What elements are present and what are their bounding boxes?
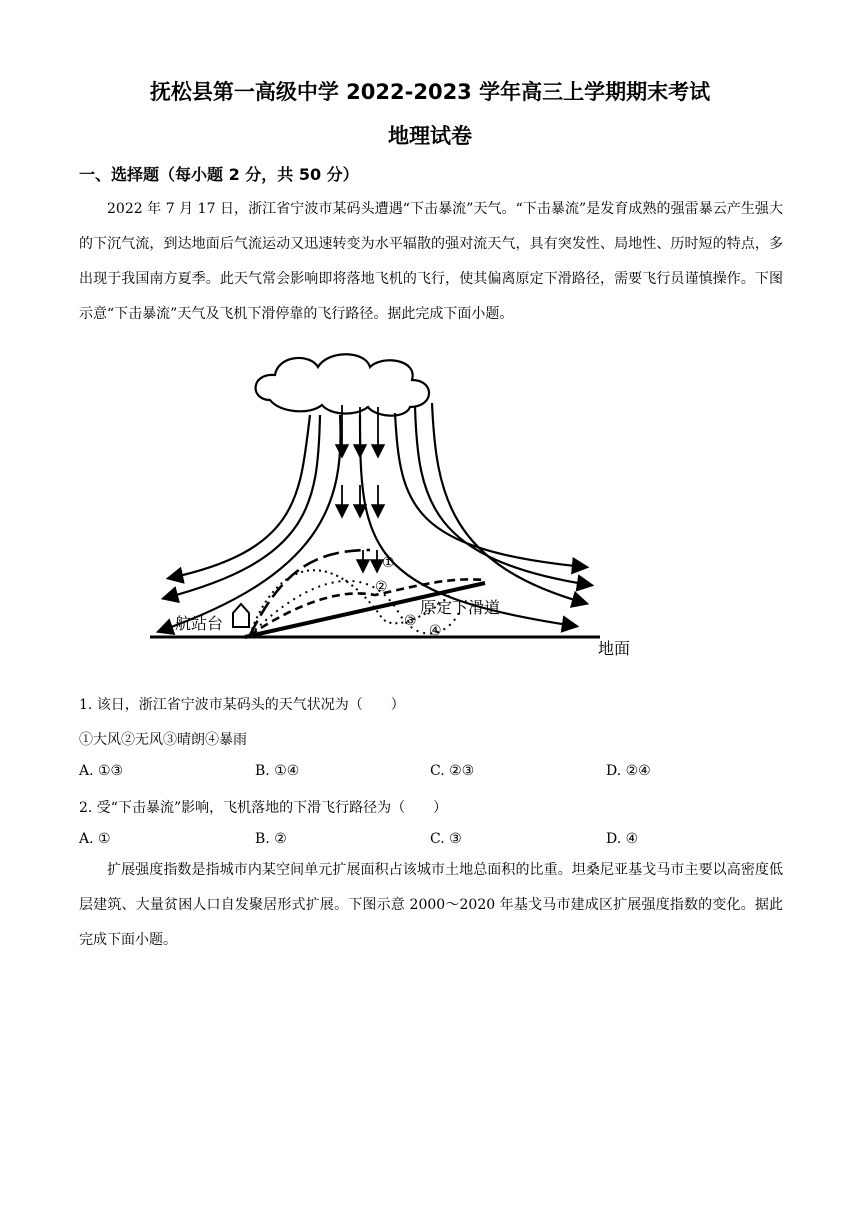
downburst-diagram bbox=[150, 345, 650, 665]
q2-option-a[interactable]: A. ① bbox=[79, 831, 111, 847]
marker-3: ③ bbox=[404, 613, 417, 629]
marker-4: ④ bbox=[429, 623, 442, 639]
q1-option-a[interactable]: A. ①③ bbox=[79, 763, 124, 779]
exam-title: 抚松县第一高级中学 2022-2023 学年高三上学期期末考试 bbox=[149, 80, 711, 104]
passage-downburst: 2022 年 7 月 17 日，浙江省宁波市某码头遭遇“下击暴流”天气。“下击暴流”是发育成熟的强雷暴云产生强大的下沉气流，到达地面后气流运动又迅速转变为水平辐散的强对流天气，具有突发性、局地性、历时短的特点，多出现于我国南方夏季。此天气常会影响即将落地飞机的飞行，使其偏离原定下滑路径，需要飞行员谨慎操作。下图示意“下击暴流”天气及飞机下滑停靠的飞行路径。据此完成下面小题。 bbox=[79, 201, 783, 322]
marker-2: ② bbox=[375, 579, 388, 595]
question-1-items: ①大风②无风③晴朗④暴雨 bbox=[79, 732, 247, 748]
q1-option-c[interactable]: C. ②③ bbox=[430, 763, 475, 779]
q2-option-d[interactable]: D. ④ bbox=[606, 831, 639, 847]
passage-kigoma: 扩展强度指数是指城市内某空间单元扩展面积占该城市土地总面积的比重。坦桑尼亚基戈马市主要以高密度低层建筑、大量贫困人口自发聚居形式扩展。下图示意 2000～2020 年基戈马市建成区扩展强度指数的变化。据此完成下面小题。 bbox=[79, 862, 783, 948]
label-ground: 地面 bbox=[598, 639, 631, 658]
question-1-stem: 1. 该日，浙江省宁波市某码头的天气状况为（ ） bbox=[79, 697, 405, 713]
q2-option-b[interactable]: B. ② bbox=[255, 831, 287, 847]
label-glide-path: 原定下滑道 bbox=[420, 598, 501, 617]
question-2-stem: 2. 受“下击暴流”影响，飞机落地的下滑飞行路径为（ ） bbox=[79, 800, 448, 816]
q1-option-b[interactable]: B. ①④ bbox=[255, 763, 300, 779]
label-station: 航站台 bbox=[175, 614, 224, 633]
section-heading: 一、选择题（每小题 2 分，共 50 分） bbox=[79, 165, 359, 184]
exam-subtitle: 地理试卷 bbox=[388, 124, 472, 148]
marker-1: ① bbox=[382, 555, 395, 571]
q1-option-d[interactable]: D. ②④ bbox=[606, 763, 651, 779]
station-icon bbox=[233, 604, 249, 627]
q2-option-c[interactable]: C. ③ bbox=[430, 831, 462, 847]
